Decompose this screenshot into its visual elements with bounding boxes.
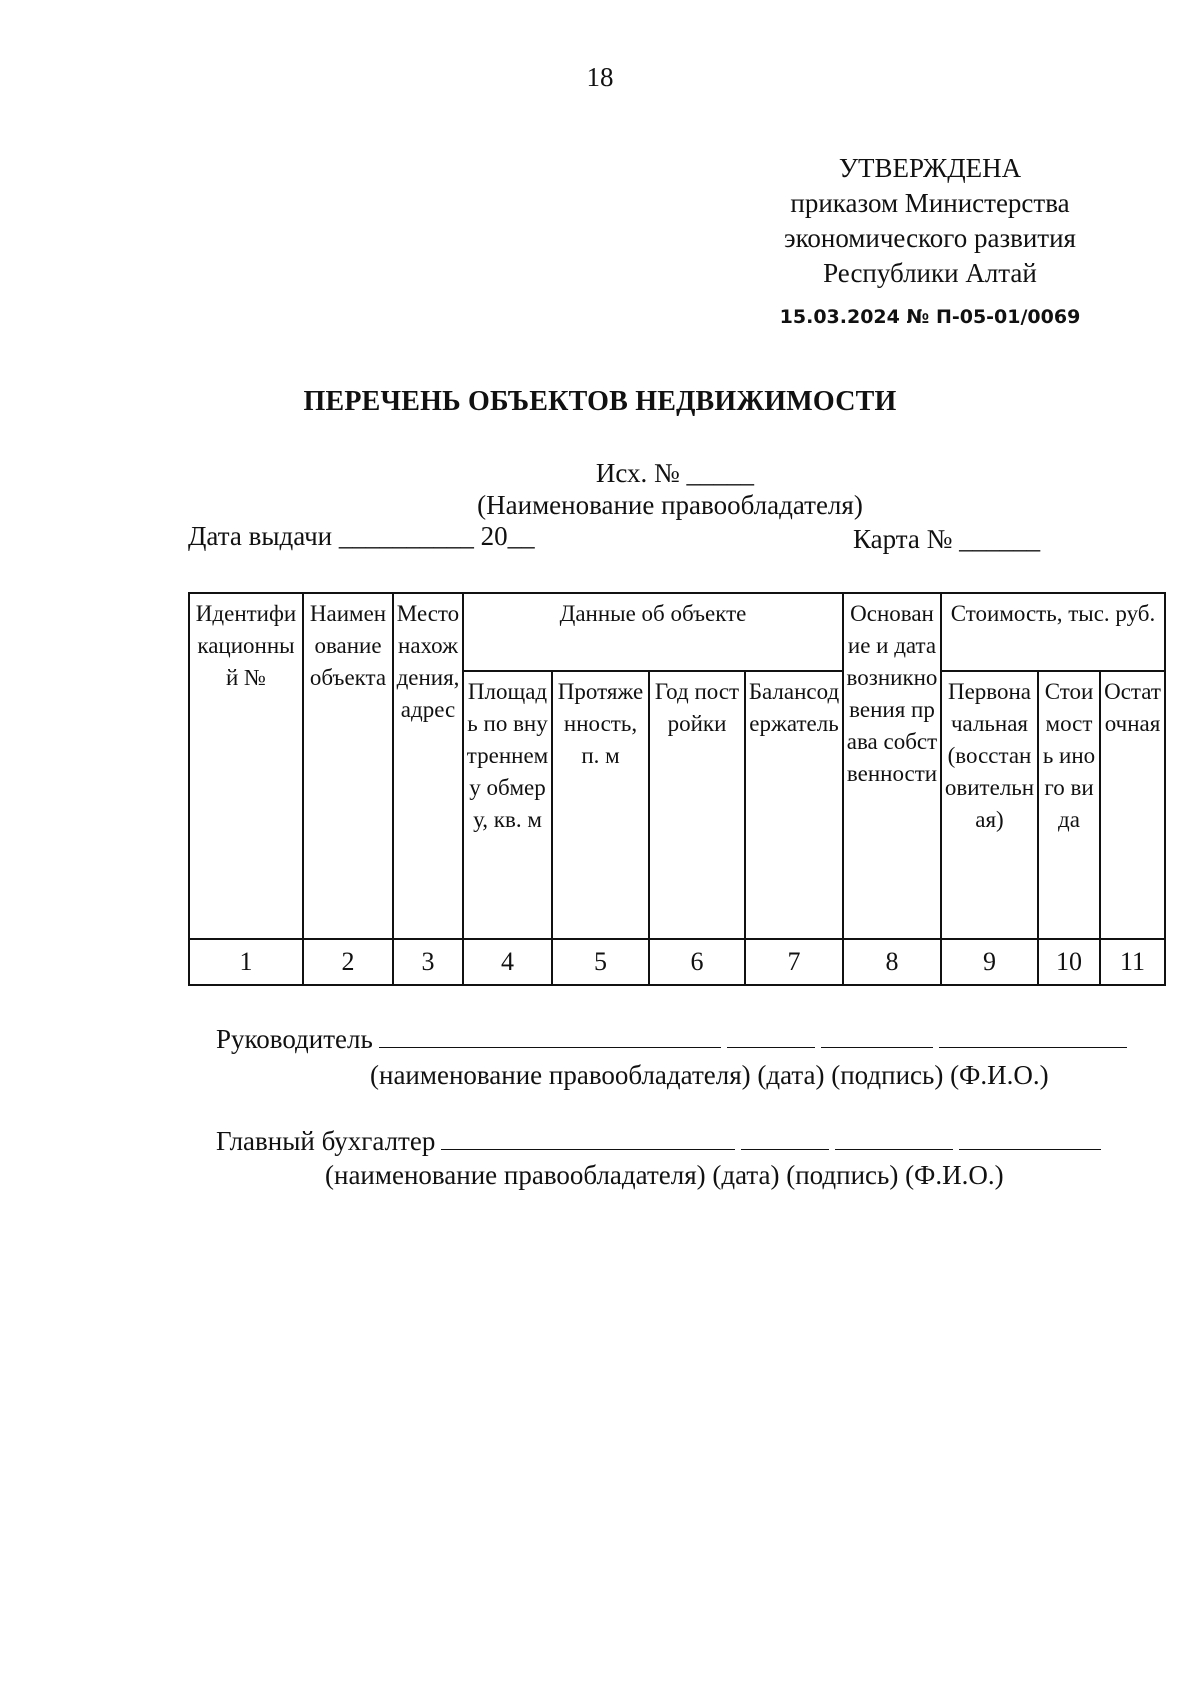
accountant-caption: (наименование правообладателя) (дата) (подпись) (Ф.И.О.): [325, 1160, 1004, 1190]
header-location: Место нахождения, адрес: [393, 593, 463, 939]
header-id: Идентификационный №: [189, 593, 303, 939]
card-number: Карта № ______: [853, 524, 1041, 554]
approval-line: приказом Министерства: [790, 188, 1070, 218]
header-length: Протяженность, п. м: [552, 671, 649, 939]
accountant-signature-line: [216, 1126, 1101, 1157]
head-signature-line: [216, 1024, 1127, 1055]
column-number: 5: [552, 939, 649, 985]
header-year: Год постройки: [649, 671, 745, 939]
page-number: 18: [586, 62, 614, 92]
header-residual-cost: Остаточная: [1100, 671, 1165, 939]
header-holder: Балансодержатель: [745, 671, 843, 939]
order-number: 15.03.2024 № П-05-01/0069: [779, 306, 1081, 328]
blank-line: [379, 1025, 721, 1048]
accountant-label: Главный бухгалтер: [216, 1126, 436, 1156]
blank-line: [959, 1127, 1101, 1150]
column-number: 6: [649, 939, 745, 985]
head-caption: (наименование правообладателя) (дата) (подпись) (Ф.И.О.): [370, 1060, 1049, 1090]
approval-line: экономического развития: [784, 223, 1076, 253]
column-number: 4: [463, 939, 552, 985]
blank-line: [741, 1127, 829, 1150]
outgoing-number: Исх. № _____: [595, 458, 755, 488]
head-label: Руководитель: [216, 1024, 373, 1054]
column-number: 3: [393, 939, 463, 985]
column-number: 8: [843, 939, 941, 985]
header-basis: Основание и дата возникновения права собственности: [843, 593, 941, 939]
column-number: 9: [941, 939, 1038, 985]
column-number: 2: [303, 939, 393, 985]
blank-line: [939, 1025, 1127, 1048]
header-initial-cost: Первоначальная (восстановительная): [941, 671, 1038, 939]
column-number: 1: [189, 939, 303, 985]
objects-table: [188, 592, 1166, 986]
blank-line: [441, 1127, 735, 1150]
header-name: Наименование объекта: [303, 593, 393, 939]
document-title: ПЕРЕЧЕНЬ ОБЪЕКТОВ НЕДВИЖИМОСТИ: [303, 386, 897, 417]
holder-caption: (Наименование правообладателя): [477, 490, 863, 520]
header-other-cost: Стоимость иного вида: [1038, 671, 1100, 939]
approval-heading: УТВЕРЖДЕНА: [838, 153, 1022, 183]
header-cost: Стоимость, тыс. руб.: [941, 593, 1165, 671]
blank-line: [727, 1025, 815, 1048]
issue-date: Дата выдачи __________ 20__: [188, 521, 535, 551]
column-number: 10: [1038, 939, 1100, 985]
blank-line: [821, 1025, 933, 1048]
header-area: Площадь по внутреннему обмеру, кв. м: [463, 671, 552, 939]
approval-line: Республики Алтай: [823, 258, 1037, 288]
header-object-data: Данные об объекте: [463, 593, 843, 671]
column-number: 11: [1100, 939, 1165, 985]
column-number: 7: [745, 939, 843, 985]
blank-line: [835, 1127, 953, 1150]
